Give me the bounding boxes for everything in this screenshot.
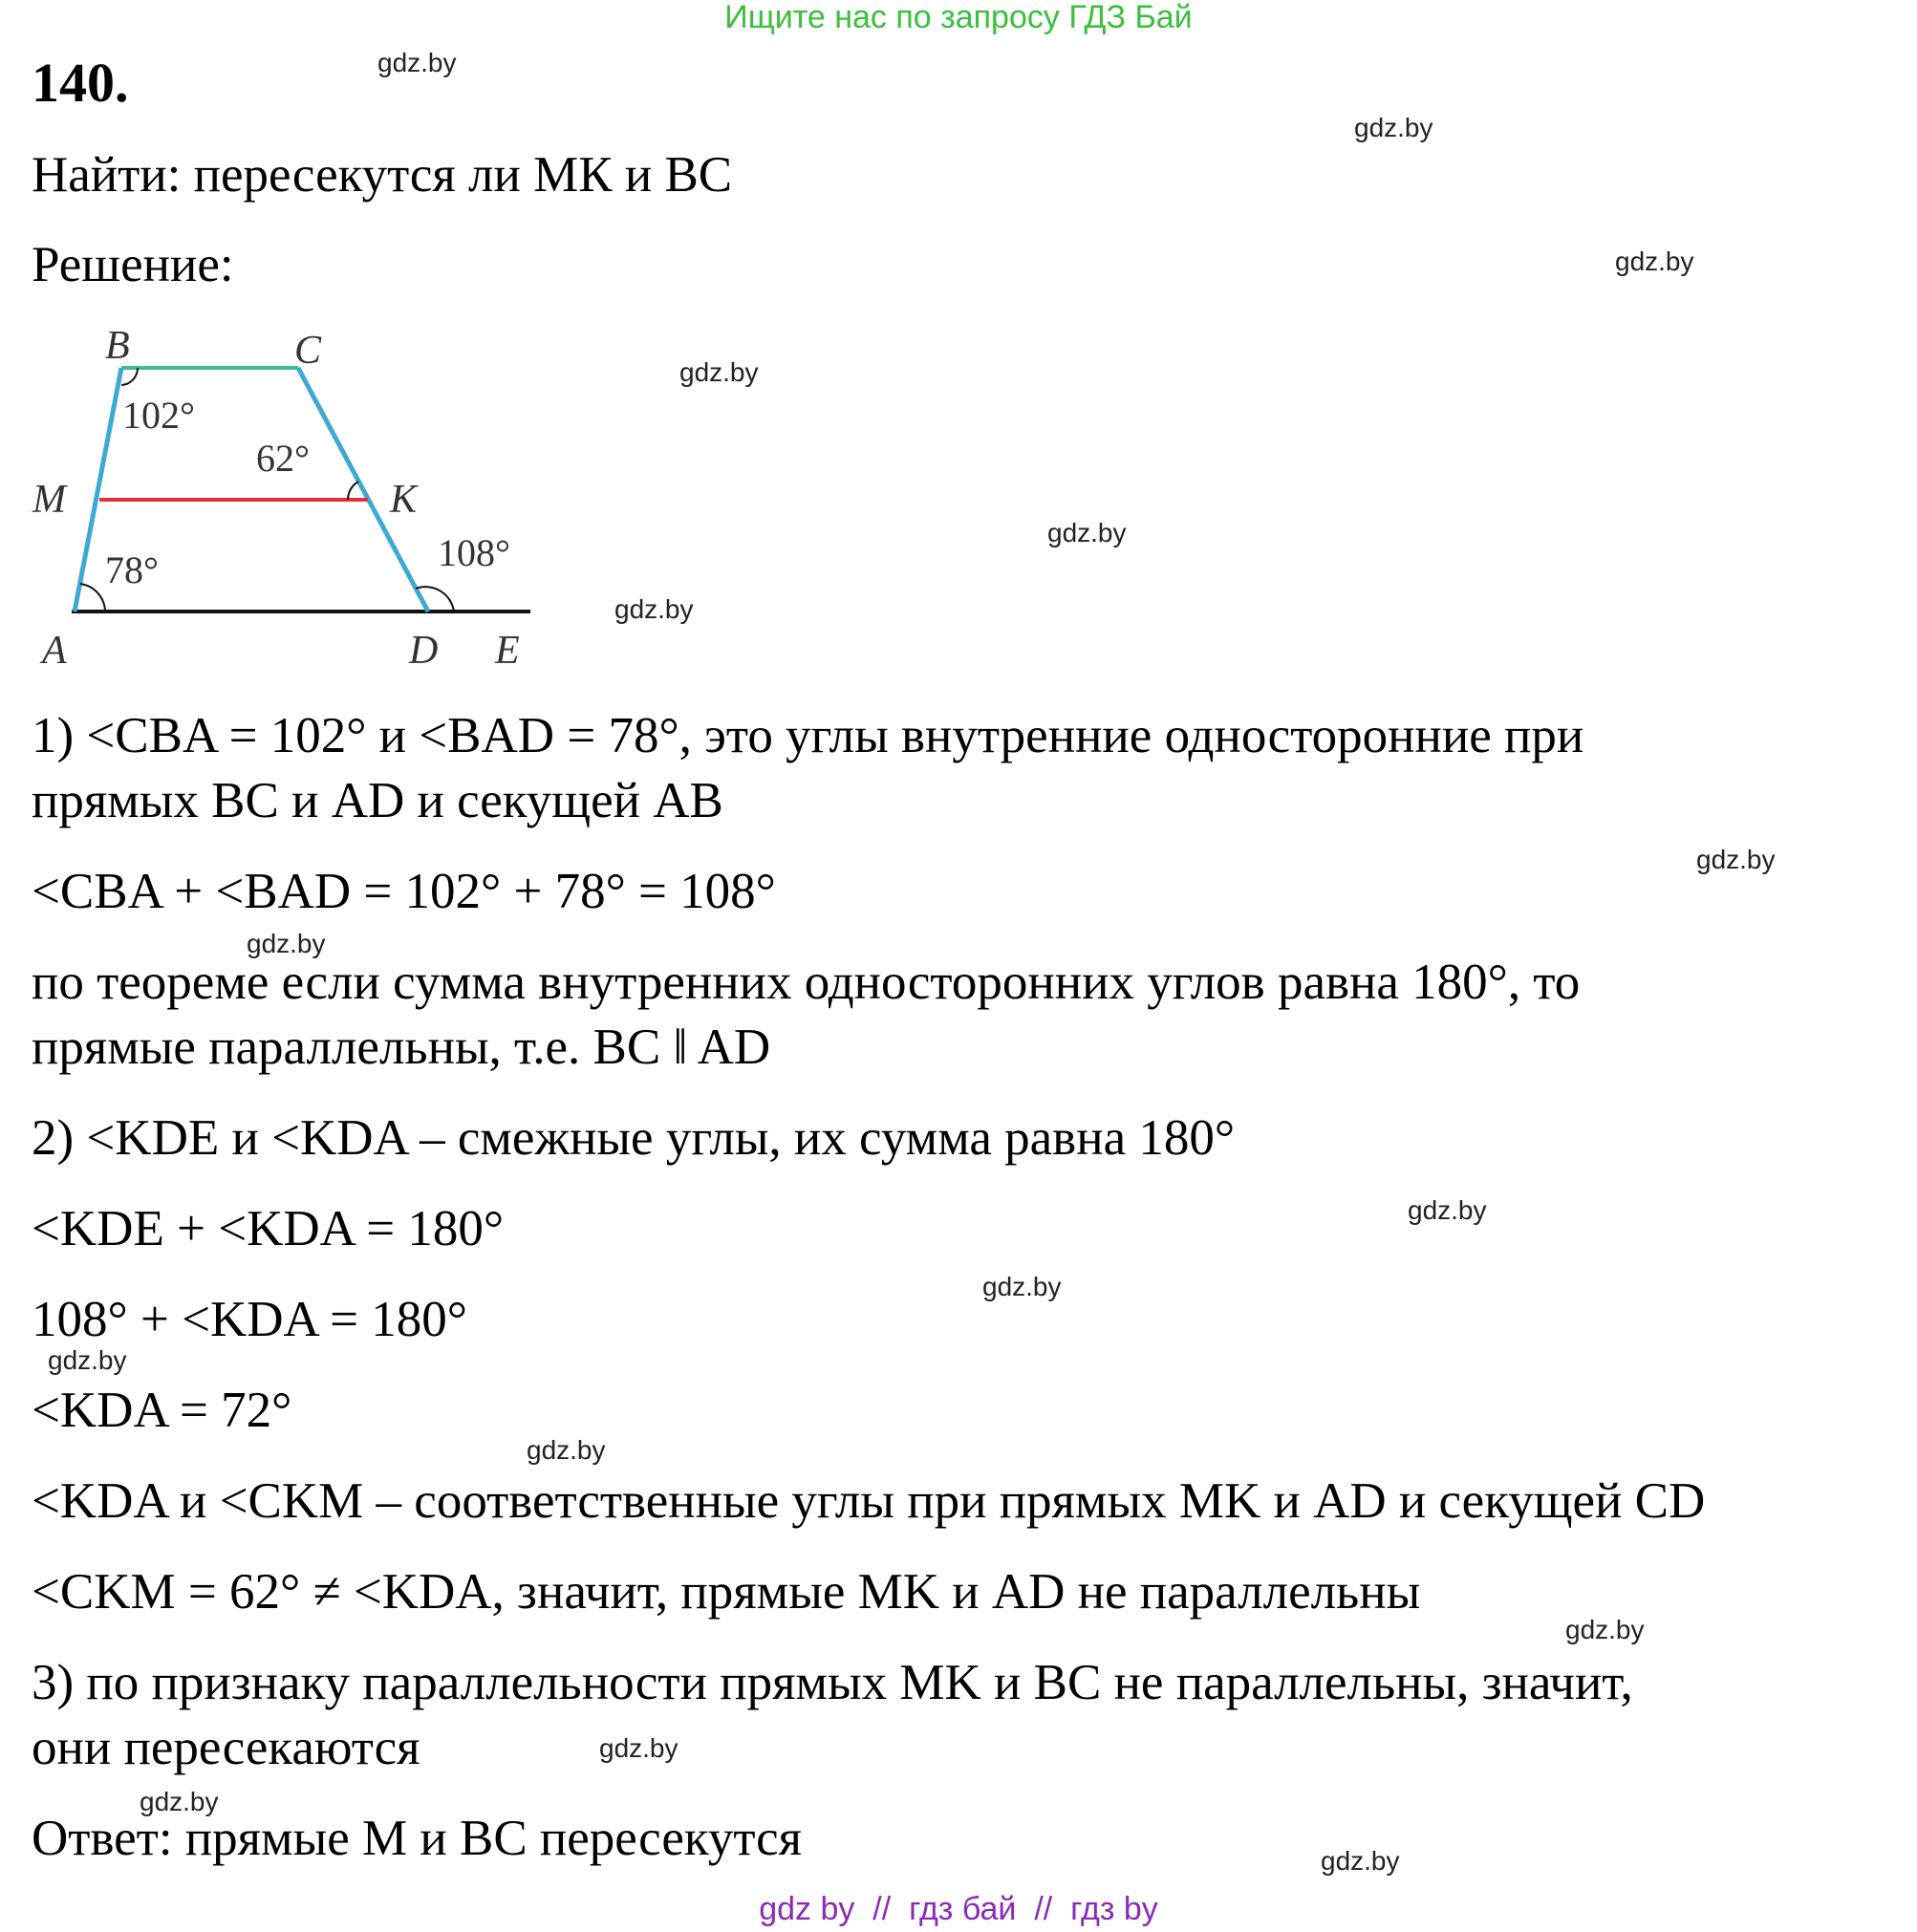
watermark: gdz.by	[1321, 1846, 1400, 1876]
point-label-m: M	[32, 478, 66, 522]
watermark: gdz.by	[247, 929, 326, 958]
watermark: gdz.by	[614, 594, 694, 624]
solution-line-10: <KDA и <CKM – соответственные углы при прямых MK и AD и секущей CD	[32, 1473, 1706, 1529]
point-label-b: B	[105, 324, 130, 368]
watermark: gdz.by	[1696, 845, 1776, 874]
watermark: gdz.by	[527, 1435, 606, 1465]
solution-line-12: 3) по признаку параллельности прямых MK и BC не параллельны, значит,	[32, 1655, 1633, 1710]
angle-arc-k	[348, 482, 358, 500]
solution-line-2: прямых BC и AD и секущей AB	[32, 773, 723, 828]
footer-links[interactable]: gdz by // гдз бай // гдз by	[759, 1891, 1158, 1927]
solution-line-8: 108° + <KDA = 180°	[32, 1292, 467, 1347]
angle-label-d: 108°	[438, 531, 510, 574]
watermark: gdz.by	[140, 1787, 219, 1816]
watermark: gdz.by	[1565, 1615, 1645, 1644]
watermark: gdz.by	[1047, 518, 1127, 547]
point-label-e: E	[495, 629, 520, 673]
solution-line-6: 2) <KDE и <KDA – смежные углы, их сумма равна 180°	[32, 1110, 1236, 1166]
solution-line-9: <KDA = 72°	[32, 1383, 292, 1438]
watermark: gdz.by	[377, 48, 457, 77]
point-label-c: C	[294, 329, 322, 373]
solution-label: Решение:	[32, 237, 234, 292]
solution-line-1: 1) <CBA = 102° и <BAD = 78°, это углы внутренние односторонние при	[32, 708, 1584, 763]
watermark: gdz.by	[679, 357, 759, 387]
watermark: gdz.by	[982, 1272, 1062, 1301]
problem-number: 140.	[32, 52, 129, 114]
angle-label-k: 62°	[256, 437, 310, 480]
point-label-a: A	[42, 629, 67, 673]
watermark: gdz.by	[1408, 1195, 1487, 1225]
watermark: gdz.by	[48, 1345, 127, 1375]
watermark: gdz.by	[1354, 113, 1433, 142]
solution-line-3: <CBA + <BAD = 102° + 78° = 108°	[32, 864, 776, 919]
angle-label-a: 78°	[105, 548, 159, 591]
answer-line: Ответ: прямые M и BC пересекутся	[32, 1811, 803, 1866]
angle-label-b: 102°	[122, 394, 195, 437]
search-banner[interactable]: Ищите нас по запросу ГДЗ Бай	[724, 0, 1193, 35]
angle-arc-b	[121, 368, 138, 385]
solution-line-4: по теореме если сумма внутренних односторонних углов равна 180°, то	[32, 955, 1581, 1010]
task-text: Найти: пересекутся ли МК и ВС	[32, 147, 733, 203]
angle-arc-a	[80, 584, 105, 612]
solution-line-13: они пересекаются	[32, 1720, 420, 1775]
watermark: gdz.by	[599, 1733, 678, 1763]
trapezoid-diagram	[29, 315, 545, 678]
solution-line-7: <KDE + <KDA = 180°	[32, 1201, 505, 1256]
trapezoid-figure	[29, 315, 545, 678]
solution-line-5: прямые параллельны, т.е. BC ǁ AD	[32, 1020, 771, 1075]
watermark: gdz.by	[1615, 247, 1694, 276]
point-label-k: K	[390, 478, 418, 522]
point-label-d: D	[409, 629, 439, 673]
solution-line-11: <CKM = 62° ≠ <KDA, значит, прямые MK и AD не параллельны	[32, 1564, 1421, 1620]
